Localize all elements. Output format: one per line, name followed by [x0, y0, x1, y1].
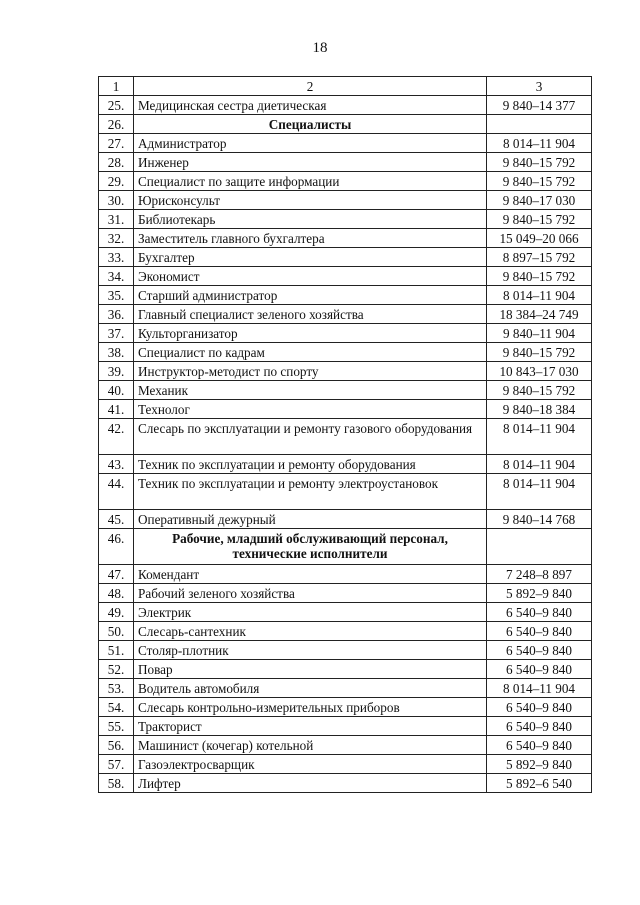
row-number: 53. — [99, 679, 134, 698]
row-number: 36. — [99, 305, 134, 324]
row-number: 52. — [99, 660, 134, 679]
table-row — [99, 267, 592, 286]
row-number: 37. — [99, 324, 134, 343]
table-row — [99, 248, 592, 267]
table-row — [99, 474, 592, 510]
position-name: Рабочий зеленого хозяйства — [134, 584, 487, 603]
position-name: Слесарь контрольно-измерительных приборов — [134, 698, 487, 717]
row-number: 46. — [99, 529, 134, 565]
position-name: Инструктор-методист по спорту — [134, 362, 487, 381]
table-row — [99, 229, 592, 248]
salary-range: 9 840–15 792 — [487, 343, 592, 362]
header-col-3: 3 — [487, 77, 592, 96]
salary-range: 5 892–9 840 — [487, 584, 592, 603]
table-row — [99, 172, 592, 191]
table-row — [99, 660, 592, 679]
table-row — [99, 622, 592, 641]
position-name: Оперативный дежурный — [134, 510, 487, 529]
row-number: 41. — [99, 400, 134, 419]
row-number: 47. — [99, 565, 134, 584]
position-name: Бухгалтер — [134, 248, 487, 267]
table-row — [99, 755, 592, 774]
position-name: Главный специалист зеленого хозяйства — [134, 305, 487, 324]
table-row — [99, 455, 592, 474]
position-name: Культорганизатор — [134, 324, 487, 343]
salary-range: 6 540–9 840 — [487, 622, 592, 641]
section-row — [99, 115, 592, 134]
table-row — [99, 286, 592, 305]
table-row — [99, 774, 592, 793]
table-row — [99, 191, 592, 210]
row-number: 26. — [99, 115, 134, 134]
position-name: Администратор — [134, 134, 487, 153]
table-row — [99, 679, 592, 698]
salary-range: 6 540–9 840 — [487, 736, 592, 755]
row-number: 56. — [99, 736, 134, 755]
table-row — [99, 400, 592, 419]
position-name: Комендант — [134, 565, 487, 584]
row-number: 40. — [99, 381, 134, 400]
row-number: 32. — [99, 229, 134, 248]
salary-range: 8 897–15 792 — [487, 248, 592, 267]
position-name: Водитель автомобиля — [134, 679, 487, 698]
salary-range: 9 840–15 792 — [487, 210, 592, 229]
row-number: 51. — [99, 641, 134, 660]
row-number: 57. — [99, 755, 134, 774]
row-number: 44. — [99, 474, 134, 510]
table-row — [99, 603, 592, 622]
row-number: 48. — [99, 584, 134, 603]
salary-range — [487, 115, 592, 134]
position-name: Машинист (кочегар) котельной — [134, 736, 487, 755]
salary-range: 9 840–14 768 — [487, 510, 592, 529]
table-row — [99, 381, 592, 400]
position-name: Электрик — [134, 603, 487, 622]
table-row — [99, 362, 592, 381]
table-row — [99, 736, 592, 755]
position-name: Специалист по защите информации — [134, 172, 487, 191]
salary-range: 9 840–15 792 — [487, 267, 592, 286]
position-name: Инженер — [134, 153, 487, 172]
table-row — [99, 96, 592, 115]
position-name: Заместитель главного бухгалтера — [134, 229, 487, 248]
salary-range: 6 540–9 840 — [487, 660, 592, 679]
salary-range: 9 840–11 904 — [487, 324, 592, 343]
row-number: 27. — [99, 134, 134, 153]
row-number: 55. — [99, 717, 134, 736]
row-number: 50. — [99, 622, 134, 641]
table-header-row — [99, 77, 592, 96]
row-number: 45. — [99, 510, 134, 529]
position-name: Слесарь по эксплуатации и ремонту газового оборудования — [134, 419, 487, 455]
row-number: 49. — [99, 603, 134, 622]
position-name: Библиотекарь — [134, 210, 487, 229]
salary-table — [98, 76, 592, 793]
position-name: Техник по эксплуатации и ремонту оборудования — [134, 455, 487, 474]
position-name: Старший администратор — [134, 286, 487, 305]
position-name: Экономист — [134, 267, 487, 286]
position-name: Слесарь-сантехник — [134, 622, 487, 641]
salary-range: 5 892–9 840 — [487, 755, 592, 774]
table-row — [99, 510, 592, 529]
table-row — [99, 717, 592, 736]
salary-range: 8 014–11 904 — [487, 474, 592, 510]
row-number: 54. — [99, 698, 134, 717]
row-number: 31. — [99, 210, 134, 229]
table-row — [99, 419, 592, 455]
salary-range: 8 014–11 904 — [487, 679, 592, 698]
position-name: Столяр-плотник — [134, 641, 487, 660]
position-name: Газоэлектросварщик — [134, 755, 487, 774]
row-number: 33. — [99, 248, 134, 267]
section-row — [99, 529, 592, 565]
salary-range: 6 540–9 840 — [487, 698, 592, 717]
position-name: Тракторист — [134, 717, 487, 736]
salary-range: 15 049–20 066 — [487, 229, 592, 248]
position-name: Технолог — [134, 400, 487, 419]
salary-range: 9 840–14 377 — [487, 96, 592, 115]
table-row — [99, 565, 592, 584]
salary-range: 5 892–6 540 — [487, 774, 592, 793]
salary-range — [487, 529, 592, 565]
row-number: 30. — [99, 191, 134, 210]
salary-range: 8 014–11 904 — [487, 286, 592, 305]
position-name: Механик — [134, 381, 487, 400]
salary-range: 8 014–11 904 — [487, 419, 592, 455]
salary-range: 8 014–11 904 — [487, 134, 592, 153]
salary-range: 8 014–11 904 — [487, 455, 592, 474]
table-row — [99, 343, 592, 362]
salary-range: 6 540–9 840 — [487, 641, 592, 660]
salary-range: 9 840–18 384 — [487, 400, 592, 419]
table-row — [99, 134, 592, 153]
salary-range: 7 248–8 897 — [487, 565, 592, 584]
row-number: 28. — [99, 153, 134, 172]
header-col-1: 1 — [99, 77, 134, 96]
table-row — [99, 305, 592, 324]
salary-range: 6 540–9 840 — [487, 717, 592, 736]
position-name: Повар — [134, 660, 487, 679]
salary-range: 6 540–9 840 — [487, 603, 592, 622]
row-number: 43. — [99, 455, 134, 474]
row-number: 38. — [99, 343, 134, 362]
table-row — [99, 153, 592, 172]
salary-table-body — [99, 77, 592, 793]
row-number: 35. — [99, 286, 134, 305]
salary-range: 18 384–24 749 — [487, 305, 592, 324]
page-number: 18 — [312, 40, 328, 56]
row-number: 25. — [99, 96, 134, 115]
salary-range: 9 840–15 792 — [487, 381, 592, 400]
position-name: Рабочие, младший обслуживающий персонал, технические исполнители — [134, 529, 487, 565]
position-name: Техник по эксплуатации и ремонту электроустановок — [134, 474, 487, 510]
row-number: 42. — [99, 419, 134, 455]
table-row — [99, 698, 592, 717]
position-name: Специалисты — [134, 115, 487, 134]
position-name: Специалист по кадрам — [134, 343, 487, 362]
table-row — [99, 324, 592, 343]
position-name: Медицинская сестра диетическая — [134, 96, 487, 115]
table-row — [99, 584, 592, 603]
salary-range: 9 840–17 030 — [487, 191, 592, 210]
row-number: 58. — [99, 774, 134, 793]
salary-range: 9 840–15 792 — [487, 172, 592, 191]
salary-range: 9 840–15 792 — [487, 153, 592, 172]
row-number: 29. — [99, 172, 134, 191]
row-number: 34. — [99, 267, 134, 286]
position-name: Юрисконсульт — [134, 191, 487, 210]
salary-range: 10 843–17 030 — [487, 362, 592, 381]
row-number: 39. — [99, 362, 134, 381]
header-col-2: 2 — [134, 77, 487, 96]
table-row — [99, 641, 592, 660]
table-row — [99, 210, 592, 229]
position-name: Лифтер — [134, 774, 487, 793]
